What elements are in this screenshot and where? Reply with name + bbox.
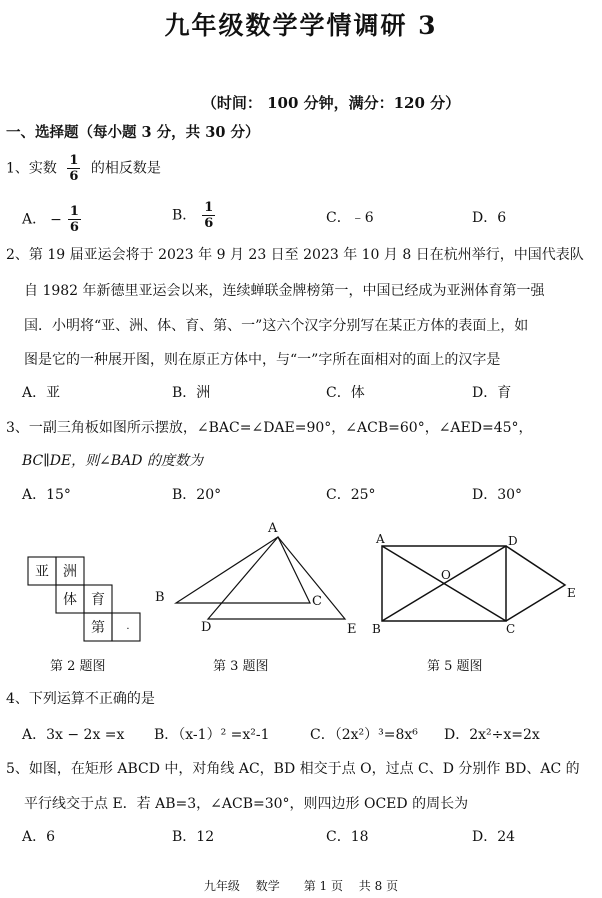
net-label-5: 第 bbox=[91, 620, 105, 636]
q2-line-3: 国．小明将“亚、洲、体、育、第、一”这六个汉字分别写在某正方体的表面上，如 bbox=[24, 318, 529, 334]
fig3-label-c: C bbox=[312, 594, 322, 609]
fig3-label-b: B bbox=[155, 590, 165, 605]
q5-line-1: 5、如图，在矩形 ABCD 中，对角线 AC，BD 相交于点 O，过点 C、D 分别作 BD、AC 的 bbox=[6, 761, 580, 777]
fig5-label-d: D bbox=[508, 534, 518, 548]
q1-option-d: D．6 bbox=[472, 210, 507, 226]
q1-opt-a-den: 6 bbox=[69, 220, 79, 235]
q4-option-d: D．2x²÷x=2x bbox=[444, 727, 540, 743]
fig5-label-c: C bbox=[506, 622, 516, 636]
q2-option-a: A．亚 bbox=[22, 385, 61, 401]
net-label-2: 洲 bbox=[63, 564, 77, 580]
q1-fraction bbox=[67, 153, 80, 184]
q1-option-b bbox=[172, 200, 215, 231]
q5-line-2: 平行线交于点 E．若 AB=3，∠ACB=30°，则四边形 OCED 的周长为 bbox=[24, 796, 469, 812]
q1-frac-den: 6 bbox=[69, 169, 79, 184]
q3-option-c: C．25° bbox=[326, 487, 376, 503]
q1-opt-a-sign: − bbox=[50, 211, 62, 228]
triangle-ade bbox=[208, 537, 345, 619]
fig5-label-b: B bbox=[372, 622, 381, 636]
page-title: 九年级数学学情调研 3 bbox=[164, 11, 438, 40]
q4-option-a: A．3x − 2x =x bbox=[22, 727, 125, 743]
fig3-label-e: E bbox=[347, 622, 357, 637]
q1-frac-num: 1 bbox=[69, 153, 79, 168]
fig5-label-o: O bbox=[441, 568, 451, 582]
q1-opt-b-fraction bbox=[202, 200, 215, 231]
q3-option-b: B．20° bbox=[172, 487, 222, 503]
q1-opt-a-label: A． bbox=[22, 211, 47, 228]
q4-stem: 4、下列运算不正确的是 bbox=[6, 691, 155, 707]
lines-de-ce bbox=[506, 546, 565, 621]
question-1-stem bbox=[6, 153, 161, 184]
q5-option-b: B．12 bbox=[172, 829, 215, 845]
q3-line-1: 3、一副三角板如图所示摆放，∠BAC=∠DAE=90°，∠ACB=60°，∠AED=45°， bbox=[6, 420, 533, 436]
q2-line-1: 2、第 19 届亚运会将于 2023 年 9 月 23 日至 2023 年 10 月 8 日在杭州举行，中国代表队 bbox=[6, 247, 584, 263]
q2-option-c: C．体 bbox=[326, 385, 365, 401]
q1-opt-b-label: B． bbox=[172, 207, 197, 224]
q1-option-c: C．﹣6 bbox=[326, 210, 374, 226]
caption-fig2: 第 2 题图 bbox=[50, 659, 106, 674]
caption-fig3: 第 3 题图 bbox=[213, 659, 269, 674]
q1-opt-b-num: 1 bbox=[204, 200, 214, 215]
q1-opt-b-den: 6 bbox=[204, 216, 214, 231]
fig3-label-d: D bbox=[201, 620, 212, 635]
q2-line-4: 图是它的一种展开图，则在原正方体中，与“一”字所在面相对的面上的汉字是 bbox=[24, 352, 501, 368]
figures-area bbox=[0, 515, 602, 650]
section-heading: 一、选择题（每小题 3 分，共 30 分） bbox=[6, 124, 260, 141]
q1-option-a bbox=[22, 204, 81, 235]
q3-option-d: D．30° bbox=[472, 487, 523, 503]
q3-line-2: BC∥DE，则∠BAD 的度数为 bbox=[22, 453, 203, 469]
fig3-label-a: A bbox=[268, 521, 278, 536]
q5-option-c: C．18 bbox=[326, 829, 369, 845]
net-label-6: · bbox=[126, 624, 130, 635]
q5-option-d: D．24 bbox=[472, 829, 516, 845]
q1-prefix: 1、实数 bbox=[6, 160, 57, 177]
q2-line-2: 自 1982 年新德里亚运会以来，连续蝉联金牌榜第一，中国已经成为亚洲体育第一强 bbox=[24, 283, 545, 299]
q1-opt-a-num: 1 bbox=[69, 204, 79, 219]
page-footer: 九年级 数学 第 1 页 共 8 页 bbox=[203, 879, 399, 893]
net-label-4: 育 bbox=[91, 592, 105, 608]
q2-option-d: D．育 bbox=[472, 385, 512, 401]
net-label-1: 亚 bbox=[35, 564, 49, 580]
triangle-abc bbox=[176, 537, 310, 603]
fig5-label-a: A bbox=[376, 532, 385, 546]
q5-option-a: A．6 bbox=[22, 829, 56, 845]
q1-suffix: 的相反数是 bbox=[90, 160, 161, 177]
exam-info: （时间： 100 分钟，满分：120 分） bbox=[201, 94, 461, 112]
q4-option-c: C．（2x²）³=8x⁶ bbox=[310, 727, 418, 743]
q4-option-b: B．（x-1）² =x²-1 bbox=[154, 727, 270, 743]
q2-option-b: B．洲 bbox=[172, 385, 211, 401]
caption-fig5: 第 5 题图 bbox=[427, 659, 483, 674]
net-label-3: 体 bbox=[63, 592, 77, 608]
rectangle-figure bbox=[382, 546, 565, 621]
fig5-label-e: E bbox=[567, 586, 576, 600]
q1-opt-a-fraction bbox=[68, 204, 81, 235]
q3-option-a: A．15° bbox=[22, 487, 71, 503]
